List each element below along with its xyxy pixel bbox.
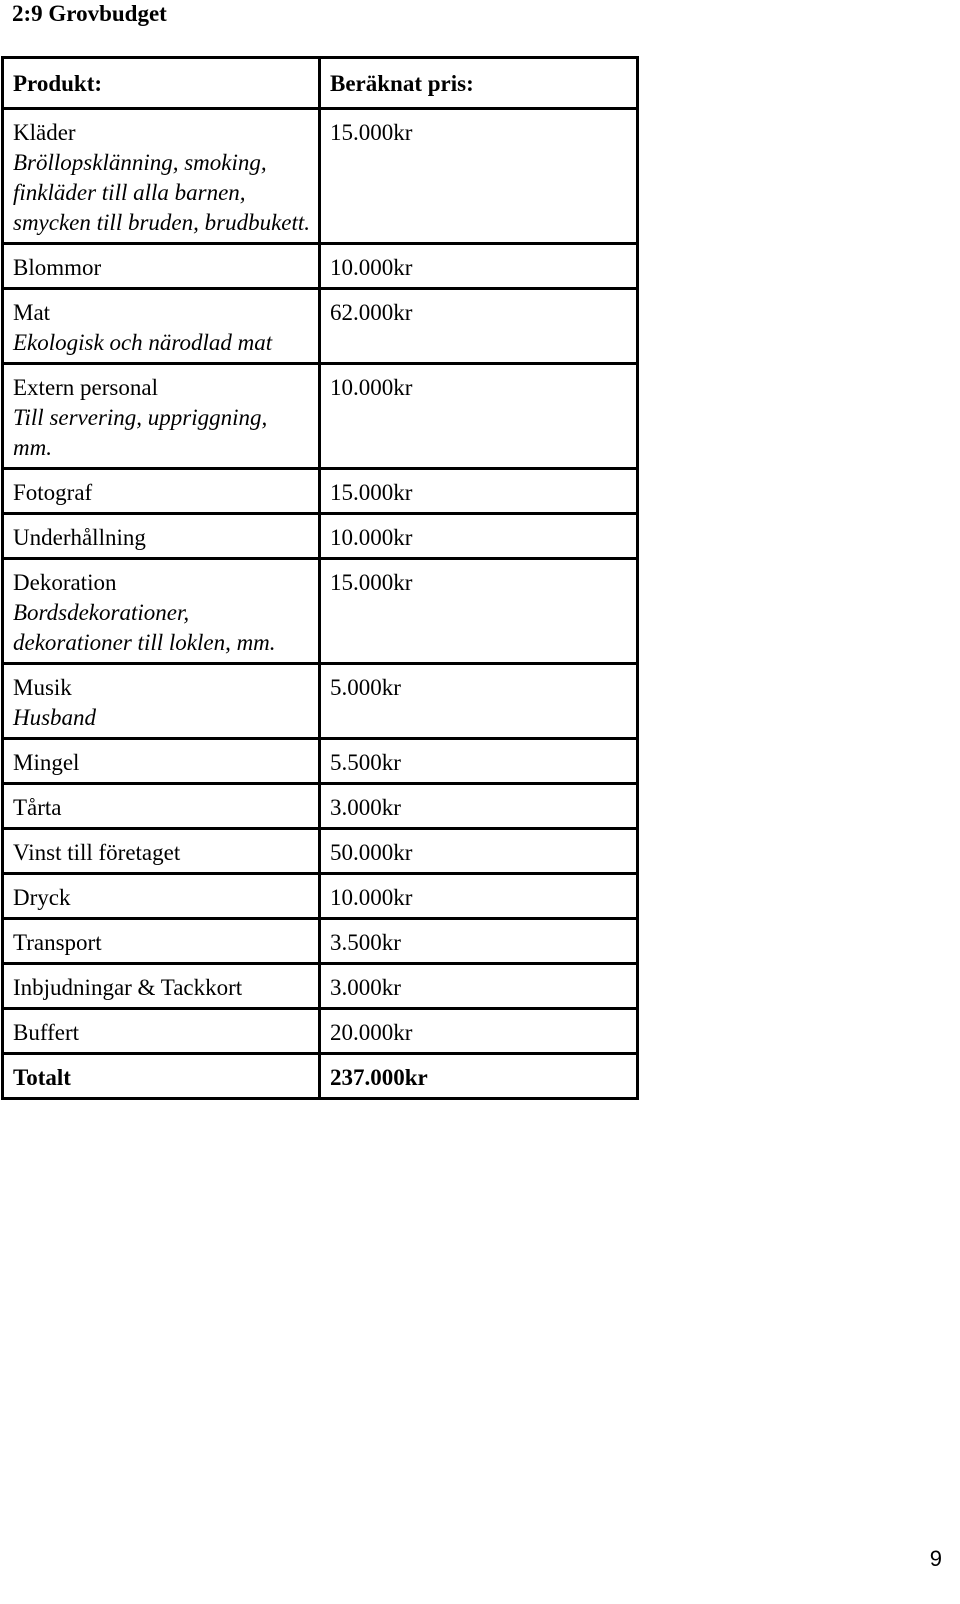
- product-cell: [3, 664, 320, 739]
- table-row: [3, 514, 638, 559]
- table-row: [3, 739, 638, 784]
- table-row: [3, 964, 638, 1009]
- item-name: Musik: [13, 675, 72, 700]
- item-name: Blommor: [13, 255, 102, 280]
- item-name: Mat: [13, 300, 51, 325]
- item-description: Bröllopsklänning, smoking, finkläder till alla barnen, smycken till bruden, brudbukett.: [13, 150, 311, 235]
- price-column-header: Beräknat pris:: [320, 58, 638, 109]
- total-price: 237.000kr: [320, 1054, 638, 1099]
- item-description: Husband: [13, 705, 97, 730]
- price-cell: 10.000kr: [320, 874, 638, 919]
- price-cell: 3.500kr: [320, 919, 638, 964]
- price-cell: 20.000kr: [320, 1009, 638, 1054]
- item-name: Kläder: [13, 120, 76, 145]
- item-description: Till servering, uppriggning, mm.: [13, 405, 268, 460]
- price-cell: 62.000kr: [320, 289, 638, 364]
- item-name: Dekoration: [13, 570, 117, 595]
- budget-rows: [3, 109, 638, 1099]
- product-cell: [3, 874, 320, 919]
- price-cell: 15.000kr: [320, 559, 638, 664]
- table-row: [3, 559, 638, 664]
- item-name: Vinst till företaget: [13, 840, 181, 865]
- product-cell: [3, 244, 320, 289]
- product-cell: [3, 919, 320, 964]
- item-name: Underhållning: [13, 525, 146, 550]
- product-cell: [3, 559, 320, 664]
- price-cell: 15.000kr: [320, 109, 638, 244]
- item-name: Transport: [13, 930, 102, 955]
- table-row: [3, 784, 638, 829]
- item-name: Fotograf: [13, 480, 93, 505]
- table-row: [3, 364, 638, 469]
- product-cell: [3, 364, 320, 469]
- item-name: Buffert: [13, 1020, 80, 1045]
- table-row: [3, 109, 638, 244]
- table-row: [3, 1009, 638, 1054]
- table-row: [3, 829, 638, 874]
- price-cell: 10.000kr: [320, 514, 638, 559]
- table-row: [3, 919, 638, 964]
- table-row: [3, 469, 638, 514]
- product-cell: [3, 469, 320, 514]
- price-cell: 10.000kr: [320, 364, 638, 469]
- price-cell: 5.000kr: [320, 664, 638, 739]
- table-row: [3, 244, 638, 289]
- table-header-row: [3, 58, 638, 109]
- total-row: [3, 1054, 638, 1099]
- product-cell: [3, 829, 320, 874]
- item-name: Mingel: [13, 750, 80, 775]
- price-cell: 5.500kr: [320, 739, 638, 784]
- price-cell: 3.000kr: [320, 964, 638, 1009]
- price-cell: 50.000kr: [320, 829, 638, 874]
- item-description: Bordsdekorationer, dekorationer till loklen, mm.: [13, 600, 276, 655]
- product-cell: [3, 784, 320, 829]
- product-cell: [3, 1009, 320, 1054]
- page-number: 9: [929, 1546, 942, 1571]
- product-cell: [3, 514, 320, 559]
- price-cell: 3.000kr: [320, 784, 638, 829]
- section-title: 2:9 Grovbudget: [12, 1, 167, 26]
- product-cell: [3, 289, 320, 364]
- table-row: [3, 874, 638, 919]
- product-column-header: Produkt:: [3, 58, 320, 109]
- total-label: Totalt: [3, 1054, 320, 1099]
- item-name: Tårta: [13, 795, 62, 820]
- item-name: Extern personal: [13, 375, 158, 400]
- product-cell: [3, 739, 320, 784]
- table-row: [3, 664, 638, 739]
- product-cell: [3, 964, 320, 1009]
- item-description: Ekologisk och närodlad mat: [13, 330, 273, 355]
- product-cell: [3, 109, 320, 244]
- item-name: Dryck: [13, 885, 71, 910]
- budget-table: [1, 56, 639, 1100]
- price-cell: 10.000kr: [320, 244, 638, 289]
- price-cell: 15.000kr: [320, 469, 638, 514]
- table-row: [3, 289, 638, 364]
- item-name: Inbjudningar & Tackkort: [13, 975, 243, 1000]
